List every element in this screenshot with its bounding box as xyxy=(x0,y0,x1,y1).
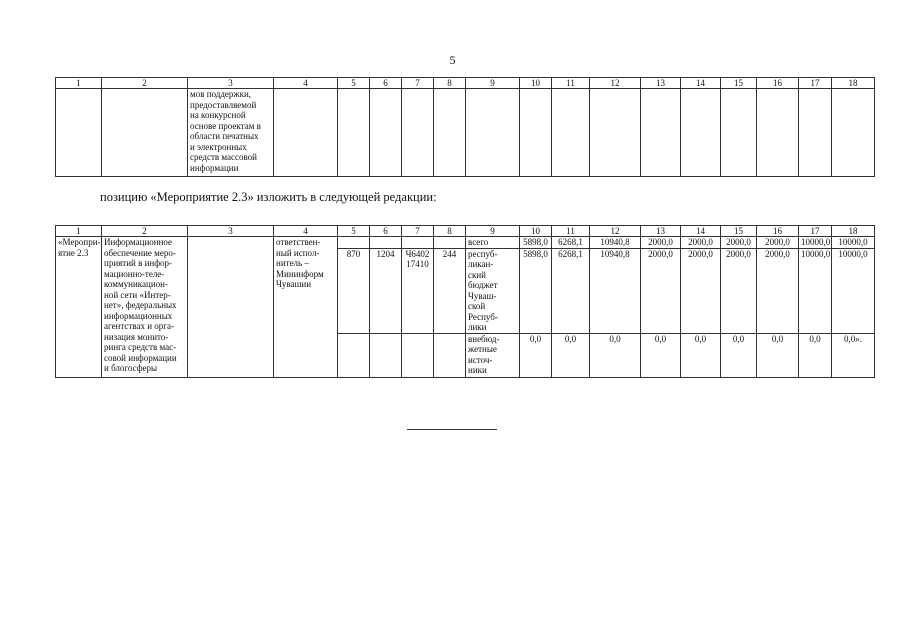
value-cell: 10940,8 xyxy=(590,237,641,249)
column-number: 15 xyxy=(721,78,757,89)
value-cell: 5898,0 xyxy=(520,248,552,333)
value-cell: 5898,0 xyxy=(520,237,552,249)
event-number: «Меропри- ятие 2.3 xyxy=(56,237,102,378)
column-header-row xyxy=(56,226,875,237)
column-number: 13 xyxy=(641,226,681,237)
column-number: 14 xyxy=(681,78,721,89)
value-cell: 2000,0 xyxy=(757,248,799,333)
column-number: 3 xyxy=(188,226,274,237)
value-cell: 0,0 xyxy=(590,333,641,377)
value-cell: 6268,1 xyxy=(552,248,590,333)
value-cell: 0,0». xyxy=(832,333,875,377)
column-number: 7 xyxy=(402,78,434,89)
value-cell: 6268,1 xyxy=(552,237,590,249)
value-cell: 0,0 xyxy=(799,333,832,377)
value-cell: 10000,0 xyxy=(832,248,875,333)
funding-source: респуб- ликан- ский бюджет Чуваш- ской Респуб- лики xyxy=(466,248,520,333)
csr-code: Ч6402 17410 xyxy=(402,248,434,333)
value-cell: 10940,8 xyxy=(590,248,641,333)
column-number: 17 xyxy=(799,226,832,237)
responsible-executor: ответствен- ный испол- нитель – Мининформ Чувашии xyxy=(274,237,338,378)
table-continuation xyxy=(55,77,875,177)
value-cell: 0,0 xyxy=(520,333,552,377)
value-cell: 0,0 xyxy=(552,333,590,377)
column-number: 18 xyxy=(832,226,875,237)
column-number: 7 xyxy=(402,226,434,237)
rzpr-code: 1204 xyxy=(370,248,402,333)
column-number: 16 xyxy=(757,226,799,237)
column-number: 6 xyxy=(370,78,402,89)
column-number: 15 xyxy=(721,226,757,237)
value-cell: 0,0 xyxy=(721,333,757,377)
event-description-continuation: мов поддержки, предоставляемой на конкурсной основе проектам в области печатных и электронных средств массовой информации xyxy=(188,89,274,177)
column-number: 11 xyxy=(552,226,590,237)
column-number: 10 xyxy=(520,78,552,89)
value-cell: 0,0 xyxy=(681,333,721,377)
funding-source: всего xyxy=(466,237,520,249)
table-row xyxy=(56,89,875,177)
column-number: 13 xyxy=(641,78,681,89)
column-number: 8 xyxy=(434,226,466,237)
column-number: 6 xyxy=(370,226,402,237)
column-number: 10 xyxy=(520,226,552,237)
column-number: 16 xyxy=(757,78,799,89)
column-number: 2 xyxy=(102,226,188,237)
value-cell: 2000,0 xyxy=(641,248,681,333)
table-event-2-3 xyxy=(55,225,875,378)
column-number: 12 xyxy=(590,78,641,89)
column-number: 4 xyxy=(274,226,338,237)
column-number: 5 xyxy=(338,226,370,237)
column-number: 14 xyxy=(681,226,721,237)
value-cell: 2000,0 xyxy=(641,237,681,249)
value-cell: 0,0 xyxy=(757,333,799,377)
column-number: 11 xyxy=(552,78,590,89)
value-cell: 2000,0 xyxy=(721,248,757,333)
column-number: 4 xyxy=(274,78,338,89)
column-number: 18 xyxy=(832,78,875,89)
column-number: 1 xyxy=(56,78,102,89)
value-cell: 2000,0 xyxy=(681,248,721,333)
column-number: 2 xyxy=(102,78,188,89)
value-cell: 2000,0 xyxy=(681,237,721,249)
grbs-code: 870 xyxy=(338,248,370,333)
column-number: 3 xyxy=(188,78,274,89)
value-cell: 2000,0 xyxy=(757,237,799,249)
column-number: 9 xyxy=(466,78,520,89)
table-row-total xyxy=(56,237,875,249)
value-cell: 10000,0 xyxy=(832,237,875,249)
column-number: 12 xyxy=(590,226,641,237)
column-number: 1 xyxy=(56,226,102,237)
funding-source: внебюд- жетные источ- ники xyxy=(466,333,520,377)
event-description: Информационное обеспечение меро- приятий в инфор- мационно-теле- коммуникацион- ной сети «Интер- нет», федеральных информационных агентствах и орга- низация монито- ринга средств мас- совой информации и блогосферы xyxy=(102,237,188,378)
value-cell: 10000,0 xyxy=(799,237,832,249)
column-header-row xyxy=(56,78,875,89)
page-number: 5 xyxy=(449,53,456,67)
amendment-caption: позицию «Мероприятие 2.3» изложить в следующей редакции: xyxy=(100,190,437,204)
column-number: 17 xyxy=(799,78,832,89)
value-cell: 2000,0 xyxy=(721,237,757,249)
value-cell: 10000,0 xyxy=(799,248,832,333)
value-cell: 0,0 xyxy=(641,333,681,377)
column-number: 8 xyxy=(434,78,466,89)
vr-code: 244 xyxy=(434,248,466,333)
column-number: 9 xyxy=(466,226,520,237)
separator-line xyxy=(407,429,497,430)
column-number: 5 xyxy=(338,78,370,89)
